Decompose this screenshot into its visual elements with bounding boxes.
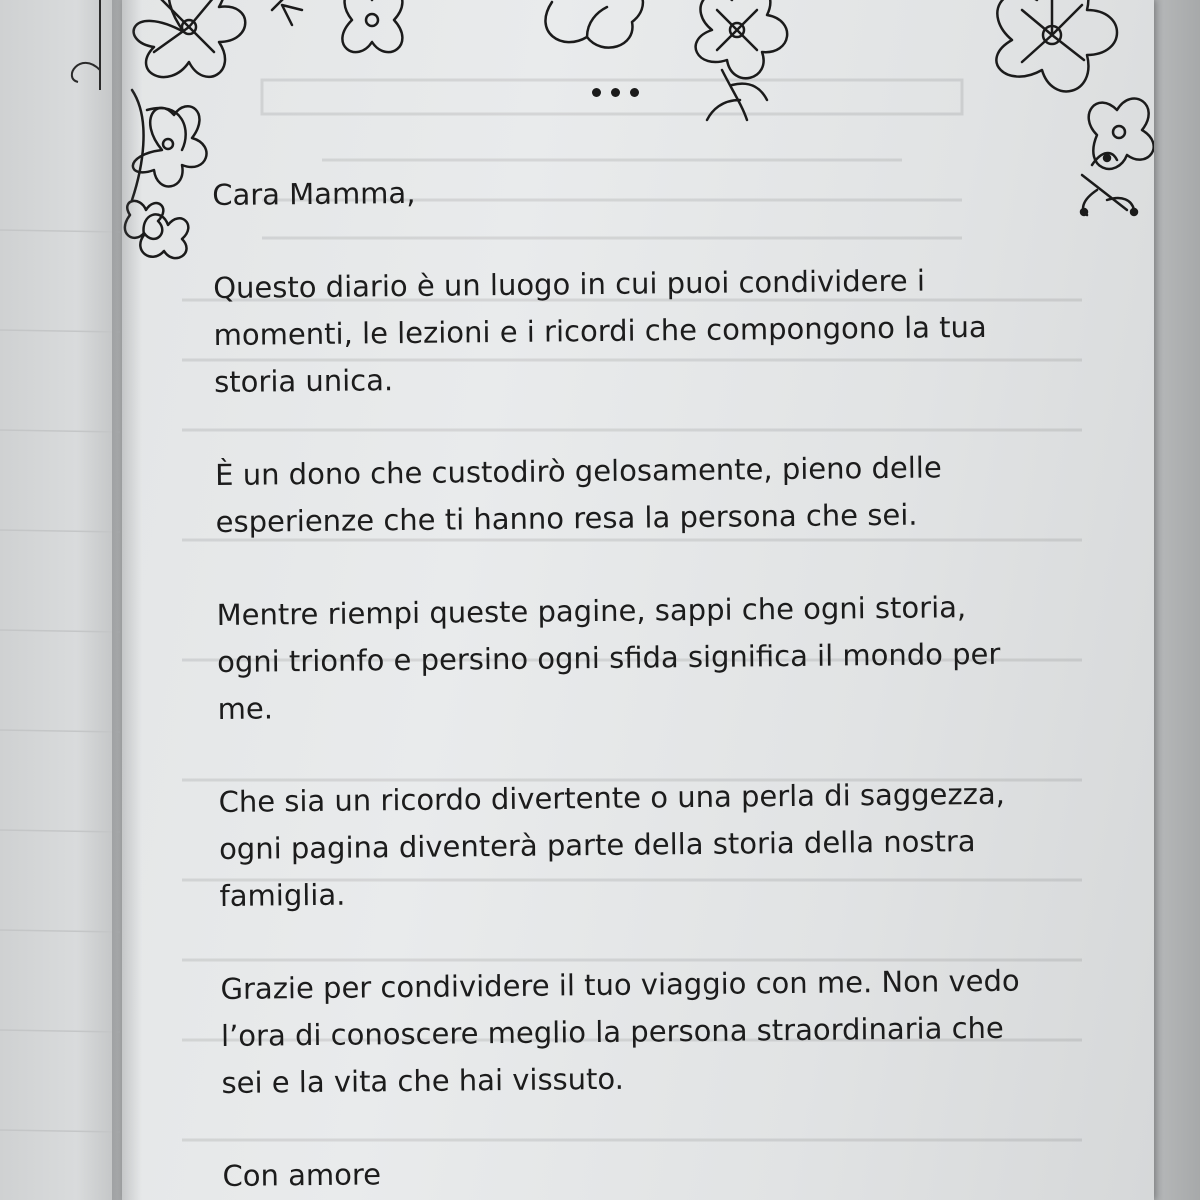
- left-page-ruled-lines: [0, 0, 128, 1200]
- letter-paragraph: È un dono che custodirò gelosamente, pieno delle esperienze che ti hanno resa la persona che sei.: [214, 450, 942, 539]
- flower-icon: [342, 0, 402, 52]
- right-page: [122, 0, 1154, 1200]
- letter-paragraph: Mentre riempi queste pagine, sappi che ogni storia, ogni trionfo e persino ogni sfida significa il mondo per me.: [216, 590, 1001, 726]
- divider-dot: [611, 88, 620, 97]
- flower-icon: [134, 0, 246, 77]
- letter-paragraph: Questo diario è un luogo in cui puoi condividere i momenti, le lezioni e i ricordi che compongono la tua storia unica.: [213, 263, 987, 399]
- letter-closing: Con amore: [222, 1157, 382, 1193]
- letter-text: [212, 163, 1103, 1200]
- letter-greeting: Cara Mamma,: [212, 175, 416, 212]
- flower-icon: [545, 0, 642, 48]
- flower-icon: [996, 0, 1117, 91]
- letter-paragraph: Grazie per condividere il tuo viaggio con me. Non vedo l’ora di conoscere meglio la persona straordinaria che sei e la vita che hai vissuto.: [220, 963, 1020, 1100]
- divider-dot: [630, 88, 639, 97]
- section-divider: [592, 88, 639, 97]
- divider-dot: [592, 88, 601, 97]
- spine-shadow: [112, 0, 142, 1200]
- letter-paragraph: Che sia un ricordo divertente o una perla di saggezza, ogni pagina diventerà parte della storia della nostra famiglia.: [218, 776, 1006, 913]
- left-page: [0, 0, 128, 1200]
- flower-icon: [696, 0, 788, 78]
